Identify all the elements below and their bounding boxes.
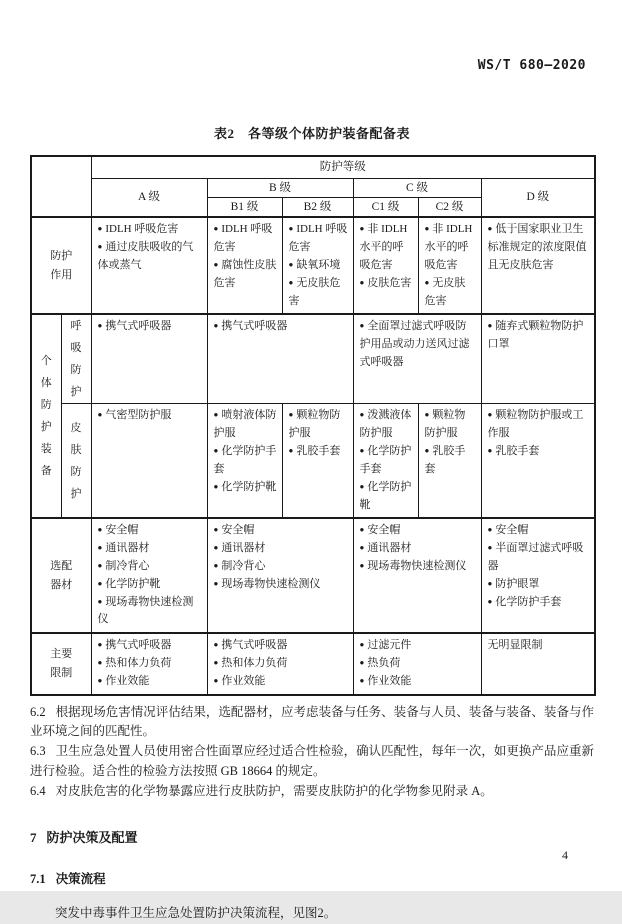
row-respiratory-protection bbox=[31, 314, 595, 404]
bullet-icon: ● bbox=[97, 658, 103, 668]
cell-optional-a bbox=[91, 518, 207, 633]
bullet-item: ● 防护眼罩 bbox=[487, 577, 540, 590]
bullet-icon: ● bbox=[97, 224, 103, 234]
cell-skin-c2 bbox=[418, 404, 481, 518]
bullet-item: ● 乳胶手套 bbox=[487, 445, 540, 458]
bullet-item: ● IDLH 呼吸危害 bbox=[97, 223, 179, 236]
bullet-item: ● 喷射液体防护服 bbox=[213, 409, 277, 440]
bullet-icon: ● bbox=[359, 658, 365, 668]
bullet-item: ● 携气式呼吸器 bbox=[213, 320, 288, 333]
bullet-item: ● 低于国家职业卫生标准规定的浓度限值且无皮肤危害 bbox=[487, 223, 587, 272]
bullet-icon: ● bbox=[97, 321, 103, 331]
bullet-item: ● 乳胶手套 bbox=[424, 445, 466, 475]
bullet-item: ● 作业效能 bbox=[97, 674, 150, 687]
bullet-icon: ● bbox=[213, 578, 219, 588]
bullet-icon: ● bbox=[97, 242, 103, 252]
bullet-item: ● 携气式呼吸器 bbox=[213, 639, 288, 652]
page-number: 4 bbox=[562, 848, 568, 862]
bullet-item: ● 制冷背心 bbox=[97, 559, 150, 572]
section-title: 防护决策及配置 bbox=[46, 830, 138, 846]
bullet-icon: ● bbox=[359, 446, 365, 456]
bullet-icon: ● bbox=[359, 640, 365, 650]
bullet-icon: ● bbox=[487, 410, 493, 420]
bullet-icon: ● bbox=[359, 543, 365, 553]
section-title: 决策流程 bbox=[55, 872, 106, 887]
bullet-item: ● 安全帽 bbox=[359, 524, 401, 537]
bullet-item: ● 全面罩过滤式呼吸防护用品或动力送风过滤式呼吸器 bbox=[359, 320, 470, 369]
bullet-icon: ● bbox=[213, 640, 219, 650]
bullet-icon: ● bbox=[487, 578, 493, 588]
bullet-item: ● 安全帽 bbox=[97, 524, 139, 537]
clause-list bbox=[30, 703, 594, 802]
bullet-item: ● 缺氧环境 bbox=[288, 259, 341, 272]
bullet-item: ● 制冷背心 bbox=[213, 559, 266, 572]
bullet-icon: ● bbox=[288, 410, 294, 420]
section-number: 7.1 bbox=[30, 872, 46, 887]
section-7-heading bbox=[30, 827, 594, 846]
row-label-purpose: 防护作用 bbox=[31, 217, 91, 314]
cell-limits-b bbox=[207, 633, 353, 694]
bullet-item: ● 无皮肤危害 bbox=[424, 276, 466, 307]
bullet-icon: ● bbox=[213, 224, 219, 234]
cell-purpose-b2 bbox=[282, 217, 353, 314]
clause-number: 6.4 bbox=[30, 783, 46, 798]
bullet-icon: ● bbox=[97, 560, 103, 570]
bullet-icon: ● bbox=[213, 410, 219, 420]
bullet-item: ● 安全帽 bbox=[487, 524, 529, 537]
section-7-1-heading bbox=[30, 869, 594, 887]
col-header-level-b2: B2 级 bbox=[282, 197, 353, 217]
bullet-item: ● 热和体力负荷 bbox=[213, 657, 288, 670]
bullet-icon: ● bbox=[97, 578, 103, 588]
bullet-icon: ● bbox=[288, 224, 294, 234]
bullet-item: ● 化学防护靴 bbox=[97, 577, 161, 590]
cell-limits-d: 无明显限制 bbox=[481, 633, 595, 694]
bullet-item: ● 现场毒物快速检测仪 bbox=[97, 595, 194, 626]
bullet-icon: ● bbox=[487, 525, 493, 535]
bullet-item: ● 通讯器材 bbox=[213, 542, 266, 555]
bullet-icon: ● bbox=[359, 277, 365, 287]
bullet-icon: ● bbox=[424, 446, 430, 456]
bullet-item: ● 热和体力负荷 bbox=[97, 657, 172, 670]
bullet-item: ● 携气式呼吸器 bbox=[97, 639, 172, 652]
cell-purpose-c1 bbox=[353, 217, 418, 314]
bullet-item: ● 化学防护靴 bbox=[359, 480, 412, 511]
cell-optional-c bbox=[353, 518, 481, 633]
bullet-icon: ● bbox=[97, 596, 103, 606]
clause-text: 卫生应急处置人员使用密合性面罩应经过适合性检验，确认匹配性，每年一次，如更换产品应重新进行检验。适合性的检验方法按照 GB 18664 的规定。 bbox=[30, 744, 594, 778]
col-header-level-c2: C2 级 bbox=[418, 197, 481, 217]
cell-purpose-a bbox=[91, 217, 207, 314]
section-number: 7 bbox=[30, 830, 37, 846]
bullet-item: ● 现场毒物快速检测仪 bbox=[359, 559, 467, 572]
col-header-level-b: B 级 bbox=[207, 178, 353, 197]
bullet-icon: ● bbox=[213, 560, 219, 570]
bullet-icon: ● bbox=[359, 410, 365, 420]
bullet-item: ● 安全帽 bbox=[213, 524, 255, 537]
cell-optional-d bbox=[481, 518, 595, 633]
bullet-item: ● 作业效能 bbox=[359, 674, 412, 687]
bullet-icon: ● bbox=[487, 224, 493, 234]
cell-skin-a bbox=[91, 404, 207, 518]
bullet-item: ● 无皮肤危害 bbox=[288, 276, 341, 307]
row-main-limits bbox=[31, 633, 595, 694]
cell-optional-b bbox=[207, 518, 353, 633]
bullet-icon: ● bbox=[97, 543, 103, 553]
row-label-limits: 主要限制 bbox=[31, 633, 91, 694]
clause-6-4 bbox=[30, 782, 594, 802]
cell-skin-c1 bbox=[353, 404, 418, 518]
table-header-row-2 bbox=[31, 178, 595, 197]
col-header-level-b1: B1 级 bbox=[207, 197, 282, 217]
bullet-item: ● 皮肤危害 bbox=[359, 276, 412, 289]
cell-limits-c bbox=[353, 633, 481, 694]
bullet-item: ● 化学防护手套 bbox=[487, 595, 562, 608]
row-label-respiratory: 呼吸防护 bbox=[61, 314, 91, 404]
col-header-level-c: C 级 bbox=[353, 178, 481, 197]
bullet-icon: ● bbox=[487, 543, 493, 553]
bullet-item: ● 泼溅液体防护服 bbox=[359, 409, 412, 440]
row-protection-purpose bbox=[31, 217, 595, 314]
bullet-icon: ● bbox=[97, 525, 103, 535]
clause-6-3 bbox=[30, 742, 594, 782]
bullet-item: ● 化学防护靴 bbox=[213, 480, 277, 493]
bullet-icon: ● bbox=[359, 525, 365, 535]
cell-purpose-b1 bbox=[207, 217, 282, 314]
bullet-icon: ● bbox=[487, 446, 493, 456]
bullet-item: ● 现场毒物快速检测仪 bbox=[213, 577, 321, 590]
col-header-level-a: A 级 bbox=[91, 178, 207, 217]
bullet-item: ● 颗粒物防护服 bbox=[288, 409, 341, 440]
cell-respiratory-d bbox=[481, 314, 595, 404]
col-header-level-d: D 级 bbox=[481, 178, 595, 217]
bullet-icon: ● bbox=[359, 560, 365, 570]
bullet-item: ● 通讯器材 bbox=[97, 542, 150, 555]
cell-skin-b2 bbox=[282, 404, 353, 518]
cell-skin-b1 bbox=[207, 404, 282, 518]
bullet-item: ● IDLH 呼吸危害 bbox=[213, 223, 273, 254]
bullet-item: ● 颗粒物防护服或工作服 bbox=[487, 409, 584, 440]
bullet-item: ● 过滤元件 bbox=[359, 639, 412, 652]
bullet-icon: ● bbox=[213, 321, 219, 331]
bullet-item: ● 非 IDLH 水平的呼吸危害 bbox=[359, 223, 408, 272]
row-optional-equipment bbox=[31, 518, 595, 633]
bullet-item: ● 气密型防护服 bbox=[97, 409, 172, 422]
bullet-item: ● 携气式呼吸器 bbox=[97, 320, 172, 333]
table-header-row-1 bbox=[31, 156, 595, 178]
bullet-icon: ● bbox=[424, 224, 430, 234]
bullet-icon: ● bbox=[424, 410, 430, 420]
bullet-icon: ● bbox=[288, 446, 294, 456]
bullet-icon: ● bbox=[213, 481, 219, 491]
bullet-item: ● 腐蚀性皮肤危害 bbox=[213, 259, 277, 289]
cell-skin-d bbox=[481, 404, 595, 518]
bullet-item: ● 通过皮肤吸收的气体或蒸气 bbox=[97, 241, 194, 272]
clause-6-2 bbox=[30, 703, 594, 743]
bullet-icon: ● bbox=[424, 277, 430, 287]
bullet-icon: ● bbox=[213, 260, 219, 270]
bullet-icon: ● bbox=[97, 675, 103, 685]
cell-respiratory-c bbox=[353, 314, 481, 404]
standard-number: WS/T 680—2020 bbox=[477, 58, 586, 73]
bullet-icon: ● bbox=[487, 321, 493, 331]
corner-cell bbox=[31, 156, 91, 217]
bullet-item: ● 作业效能 bbox=[213, 674, 266, 687]
clause-text: 根据现场危害情况评估结果，选配器材，应考虑装备与任务、装备与人员、装备与装备、装备与作业环境之间的匹配性。 bbox=[30, 704, 594, 739]
bullet-item: ● IDLH 呼吸危害 bbox=[288, 223, 348, 254]
row-label-skin: 皮肤防护 bbox=[61, 404, 91, 518]
bullet-item: ● 热负荷 bbox=[359, 657, 401, 670]
bullet-icon: ● bbox=[359, 321, 365, 331]
bullet-item: ● 通讯器材 bbox=[359, 542, 412, 555]
section-7-1-paragraph: 突发中毒事件卫生应急处置防护决策流程，见图2。 bbox=[55, 906, 337, 921]
bullet-item: ● 乳胶手套 bbox=[288, 445, 341, 458]
cell-limits-a bbox=[91, 633, 207, 694]
bullet-icon: ● bbox=[213, 446, 219, 456]
cell-respiratory-a bbox=[91, 314, 207, 404]
row-label-optional: 选配器材 bbox=[31, 518, 91, 633]
bullet-icon: ● bbox=[288, 260, 294, 270]
row-skin-protection bbox=[31, 404, 595, 518]
bullet-icon: ● bbox=[213, 675, 219, 685]
bullet-icon: ● bbox=[97, 410, 103, 420]
bullet-item: ● 随弃式颗粒物防护口罩 bbox=[487, 320, 584, 351]
cell-purpose-d bbox=[481, 217, 595, 314]
ppe-equipment-table bbox=[30, 155, 596, 696]
table-title: 表2 各等级个体防护装备配备表 bbox=[213, 126, 410, 141]
bullet-icon: ● bbox=[359, 224, 365, 234]
bullet-icon: ● bbox=[97, 640, 103, 650]
bullet-icon: ● bbox=[288, 277, 294, 287]
bullet-icon: ● bbox=[213, 525, 219, 535]
bullet-item: ● 化学防护手套 bbox=[213, 445, 277, 475]
clause-text: 对皮肤危害的化学物暴露应进行皮肤防护，需要皮肤防护的化学物参见附录 A。 bbox=[55, 783, 493, 798]
col-header-protection-level: 防护等级 bbox=[91, 156, 595, 178]
clause-number: 6.3 bbox=[30, 744, 46, 759]
bullet-icon: ● bbox=[487, 596, 493, 606]
bullet-icon: ● bbox=[213, 658, 219, 668]
bullet-item: ● 颗粒物防护服 bbox=[424, 409, 466, 440]
bullet-item: ● 化学防护手套 bbox=[359, 445, 412, 475]
bullet-icon: ● bbox=[213, 543, 219, 553]
bullet-item: ● 半面罩过滤式呼吸器 bbox=[487, 542, 584, 572]
clause-number: 6.2 bbox=[30, 704, 46, 719]
bullet-item: ● 非 IDLH 水平的呼吸危害 bbox=[424, 223, 473, 272]
bullet-icon: ● bbox=[359, 675, 365, 685]
cell-purpose-c2 bbox=[418, 217, 481, 314]
cell-respiratory-b bbox=[207, 314, 353, 404]
col-header-level-c1: C1 级 bbox=[353, 197, 418, 217]
row-label-ppe-group: 个体防护装备 bbox=[31, 314, 61, 518]
bullet-icon: ● bbox=[359, 481, 365, 491]
